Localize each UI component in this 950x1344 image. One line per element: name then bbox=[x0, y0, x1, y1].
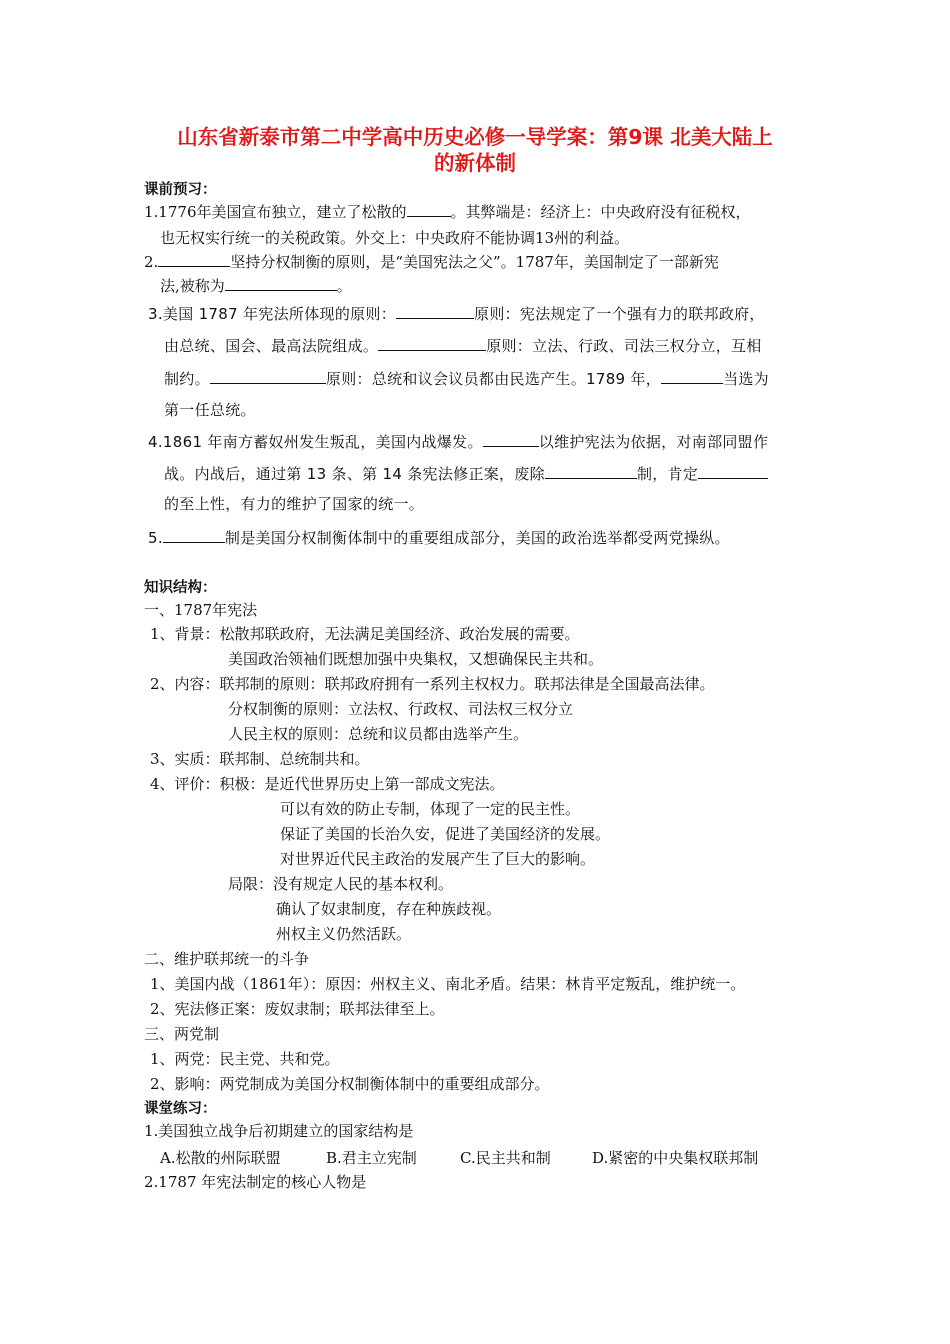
structure-heading: 知识结构： bbox=[144, 580, 217, 596]
preview-q1-text-b: 。其弊端是：经济上：中央政府没有征税权， bbox=[450, 203, 751, 221]
fill-blank[interactable] bbox=[698, 464, 768, 479]
preview-q1-line1 bbox=[144, 202, 751, 222]
preview-q4-line1 bbox=[148, 432, 768, 452]
fill-blank[interactable] bbox=[158, 252, 230, 267]
preview-q4-text-c: 战。内战后，通过第 13 条、第 14 条宪法修正案，废除 bbox=[164, 465, 545, 483]
fill-blank[interactable] bbox=[661, 369, 723, 384]
preview-heading: 课前预习： bbox=[144, 182, 217, 198]
fill-blank[interactable] bbox=[483, 432, 539, 447]
option-c[interactable]: C.民主共和制 bbox=[460, 1149, 551, 1167]
structure-line: 局限：没有规定人民的基本权利。 bbox=[228, 875, 454, 893]
structure-line: 对世界近代民主政治的发展产生了巨大的影响。 bbox=[280, 850, 596, 868]
practice-heading: 课堂练习： bbox=[144, 1101, 217, 1117]
preview-q2-line2 bbox=[160, 276, 352, 296]
preview-q1-text-a: 1.1776年美国宣布独立，建立了松散的 bbox=[144, 203, 407, 221]
fill-blank[interactable] bbox=[163, 528, 225, 543]
structure-line: 可以有效的防止专制，体现了一定的民主性。 bbox=[280, 800, 581, 818]
structure-line: 一、1787年宪法 bbox=[144, 601, 258, 619]
structure-line: 2、宪法修正案：废奴隶制；联邦法律至上。 bbox=[150, 1000, 445, 1018]
structure-line: 3、实质：联邦制、总统制共和。 bbox=[150, 750, 370, 768]
fill-blank[interactable] bbox=[545, 464, 637, 479]
preview-q4-line2 bbox=[164, 464, 768, 484]
practice-q1-options bbox=[160, 1148, 758, 1168]
structure-line: 人民主权的原则：总统和议员都由选举产生。 bbox=[228, 725, 529, 743]
fill-blank[interactable] bbox=[407, 202, 451, 217]
fill-blank[interactable] bbox=[225, 276, 337, 291]
preview-q3-text-f: 原则：总统和议会议员都由民选产生。1789 年， bbox=[325, 370, 662, 388]
structure-line: 保证了美国的长治久安，促进了美国经济的发展。 bbox=[280, 825, 611, 843]
structure-line: 州权主义仍然活跃。 bbox=[276, 925, 412, 943]
structure-line: 美国政治领袖们既想加强中央集权，又想确保民主共和。 bbox=[228, 650, 604, 668]
preview-q3-line3 bbox=[164, 369, 769, 389]
preview-q2-text-b: 坚持分权制衡的原则，是“美国宪法之父”。1787年，美国制定了一部新宪 bbox=[230, 253, 719, 271]
structure-line: 1、两党：民主党、共和党。 bbox=[150, 1050, 340, 1068]
structure-line: 2、影响：两党制成为美国分权制衡体制中的重要组成部分。 bbox=[150, 1075, 550, 1093]
preview-q1-line2: 也无权实行统一的关税政策。外交上：中央政府不能协调13州的利益。 bbox=[160, 229, 630, 247]
preview-q4-text-b: 以维护宪法为依据，对南部同盟作 bbox=[538, 433, 769, 451]
option-d[interactable]: D.紧密的中央集权联邦制 bbox=[592, 1149, 759, 1167]
preview-q3-text-a: 3.美国 1787 年宪法所体现的原则： bbox=[148, 305, 397, 323]
preview-q3-text-d: 原则：立法、行政、司法三权分立，互相 bbox=[486, 337, 762, 355]
preview-q5-line1 bbox=[148, 528, 730, 548]
preview-q3-text-g: 当选为 bbox=[723, 370, 769, 388]
option-b[interactable]: B.君主立宪制 bbox=[326, 1149, 417, 1167]
fill-blank[interactable] bbox=[378, 336, 486, 351]
title-line-2: 的新体制 bbox=[434, 151, 516, 175]
preview-q2-text-c: 法,被称为 bbox=[160, 277, 225, 295]
preview-q2-line1 bbox=[144, 252, 719, 272]
preview-q4-line3: 的至上性，有力的维护了国家的统一。 bbox=[164, 495, 425, 513]
structure-line: 1、美国内战（1861年）：原因：州权主义、南北矛盾。结果：林肯平定叛乱，维护统一。 bbox=[150, 975, 746, 993]
preview-q5-text-b: 制是美国分权制衡体制中的重要组成部分，美国的政治选举都受两党操纵。 bbox=[224, 529, 730, 547]
preview-q4-text-a: 4.1861 年南方蓄奴州发生叛乱，美国内战爆发。 bbox=[148, 433, 483, 451]
structure-line: 2、内容：联邦制的原则：联邦政府拥有一系列主权权力。联邦法律是全国最高法律。 bbox=[150, 675, 715, 693]
practice-q1: 1.美国独立战争后初期建立的国家结构是 bbox=[144, 1122, 414, 1140]
preview-q3-text-c: 由总统、国会、最高法院组成。 bbox=[164, 337, 379, 355]
structure-line: 二、维护联邦统一的斗争 bbox=[144, 950, 310, 968]
preview-q2-text-d: 。 bbox=[336, 277, 352, 295]
preview-q4-text-d: 制，肯定 bbox=[636, 465, 699, 483]
fill-blank[interactable] bbox=[210, 369, 326, 384]
preview-q3-text-e: 制约。 bbox=[164, 370, 210, 388]
structure-line: 分权制衡的原则：立法权、行政权、司法权三权分立 bbox=[228, 700, 574, 718]
preview-q3-text-b: 原则：宪法规定了一个强有力的联邦政府， bbox=[474, 305, 765, 323]
document-title bbox=[120, 124, 830, 176]
preview-q5-text-a: 5. bbox=[148, 529, 163, 547]
structure-line: 1、背景：松散邦联政府，无法满足美国经济、政治发展的需要。 bbox=[150, 625, 580, 643]
preview-q2-text-a: 2. bbox=[144, 253, 159, 271]
preview-q3-line4: 第一任总统。 bbox=[164, 401, 256, 419]
structure-line: 三、两党制 bbox=[144, 1025, 220, 1043]
practice-q2: 2.1787 年宪法制定的核心人物是 bbox=[144, 1173, 367, 1191]
preview-q3-line2 bbox=[164, 336, 762, 356]
fill-blank[interactable] bbox=[396, 304, 474, 319]
option-a[interactable]: A.松散的州际联盟 bbox=[160, 1149, 281, 1167]
structure-line: 确认了奴隶制度，存在种族歧视。 bbox=[276, 900, 502, 918]
title-line-1: 山东省新泰市第二中学高中历史必修一导学案：第9课 北美大陆上 bbox=[177, 125, 773, 149]
structure-line: 4、评价：积极：是近代世界历史上第一部成文宪法。 bbox=[150, 775, 505, 793]
preview-q3-line1 bbox=[148, 304, 765, 324]
